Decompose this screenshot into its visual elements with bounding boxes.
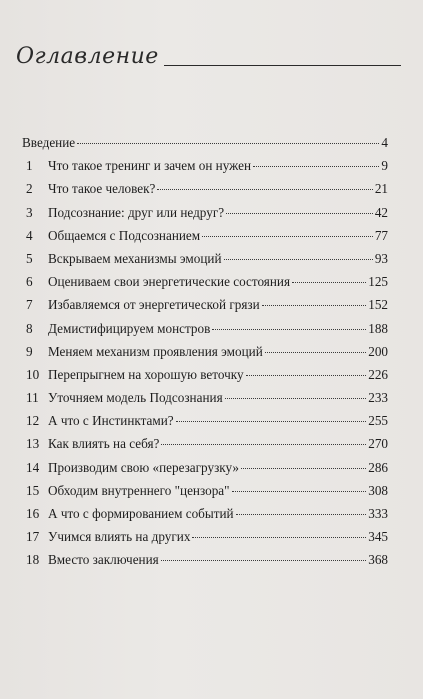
chapter-title: Избавляемся от энергетической грязи	[48, 297, 260, 313]
toc-entry	[22, 177, 388, 200]
toc-entry	[22, 502, 388, 525]
chapter-title: А что с Инстинктами?	[48, 413, 174, 429]
page-number: 345	[368, 529, 388, 545]
dot-leader	[232, 491, 367, 492]
page-number: 21	[374, 181, 388, 197]
chapter-title: Уточняем модель Подсознания	[48, 390, 223, 406]
toc-entry	[22, 525, 388, 548]
page-number: 4	[381, 135, 388, 150]
chapter-number: 16	[26, 506, 40, 521]
dot-leader	[212, 329, 366, 330]
dot-leader	[226, 213, 373, 214]
toc-entry	[22, 247, 388, 270]
dot-leader	[253, 166, 379, 167]
chapter-number: 7	[26, 297, 33, 313]
toc-entry	[22, 270, 388, 293]
page-number: 42	[374, 204, 388, 220]
chapter-title: Меняем механизм проявления эмоций	[48, 343, 263, 359]
page-number: 286	[368, 459, 388, 475]
chapter-number: 11	[26, 390, 39, 406]
dot-leader	[241, 468, 366, 469]
chapter-title: Как влиять на себя?	[48, 436, 160, 452]
chapter-number: 10	[26, 366, 40, 382]
chapter-number: 4	[26, 227, 33, 243]
toc-entry	[22, 432, 388, 455]
toc-entry	[22, 456, 388, 479]
heading-rule	[164, 65, 401, 66]
page-number: 308	[368, 482, 388, 498]
chapter-title: А что с формированием событий	[48, 506, 234, 521]
chapter-title: Учимся влиять на других	[48, 529, 191, 545]
chapter-number: 14	[26, 459, 40, 475]
chapter-number: 2	[26, 181, 33, 197]
chapter-title: Производим свою «перезагрузку»	[48, 459, 240, 475]
toc-entry	[22, 479, 388, 502]
chapter-title: Подсознание: друг или недруг?	[48, 204, 225, 220]
toc-entry	[22, 409, 388, 432]
chapter-title: Что такое тренинг и зачем он нужен	[48, 158, 252, 174]
page-number: 77	[374, 227, 388, 243]
dot-leader	[262, 305, 367, 306]
toc-entry	[22, 317, 388, 340]
page-number: 270	[368, 436, 388, 452]
chapter-number: 17	[26, 529, 40, 545]
page-number: 9	[381, 158, 388, 174]
chapter-title: Общаемся с Подсознанием	[48, 227, 201, 243]
dot-leader	[236, 514, 367, 515]
dot-leader	[161, 444, 366, 445]
table-of-contents	[22, 131, 388, 572]
toc-entry	[22, 201, 388, 224]
dot-leader	[265, 352, 366, 353]
toc-entry	[22, 340, 388, 363]
chapter-number: 9	[26, 343, 33, 359]
toc-entry	[22, 131, 388, 154]
dot-leader	[292, 282, 366, 283]
page-number: 200	[368, 343, 388, 359]
chapter-title: Перепрыгнем на хорошую веточку	[48, 366, 244, 382]
chapter-title: Введение	[22, 135, 76, 150]
toc-entry	[22, 363, 388, 386]
page-number: 125	[368, 274, 388, 290]
page-number: 368	[368, 552, 388, 568]
chapter-number: 1	[26, 158, 33, 174]
dot-leader	[176, 421, 367, 422]
dot-leader	[161, 560, 366, 561]
dot-leader	[224, 259, 373, 260]
toc-entry	[22, 293, 388, 316]
chapter-title: Вскрываем механизмы эмоций	[48, 250, 222, 266]
chapter-number: 12	[26, 413, 40, 429]
toc-entry	[22, 548, 388, 571]
chapter-number: 13	[26, 436, 40, 452]
dot-leader	[157, 189, 372, 190]
page-title: Оглавление	[16, 44, 159, 69]
chapter-number: 15	[26, 482, 40, 498]
chapter-number: 6	[26, 274, 33, 290]
dot-leader	[225, 398, 367, 399]
page-number: 233	[368, 390, 388, 406]
page-number: 226	[368, 366, 388, 382]
heading-row	[16, 44, 401, 74]
chapter-title: Оцениваем свои энергетические состояния	[48, 274, 291, 290]
dot-leader	[246, 375, 367, 376]
chapter-number: 8	[26, 320, 33, 336]
chapter-number: 3	[26, 204, 33, 220]
page-number: 255	[368, 413, 388, 429]
toc-entry	[22, 154, 388, 177]
chapter-title: Вместо заключения	[48, 552, 159, 568]
page-number: 188	[368, 320, 388, 336]
chapter-title: Что такое человек?	[48, 181, 156, 197]
chapter-title: Обходим внутреннего "цензора"	[48, 482, 230, 498]
chapter-number: 5	[26, 250, 33, 266]
chapter-number: 18	[26, 552, 40, 568]
dot-leader	[202, 236, 373, 237]
toc-entry	[22, 224, 388, 247]
page-number: 93	[374, 250, 388, 266]
dot-leader	[192, 537, 366, 538]
dot-leader	[77, 143, 379, 144]
chapter-title: Демистифицируем монстров	[48, 320, 211, 336]
page-number: 333	[368, 506, 388, 521]
toc-entry	[22, 386, 388, 409]
page-number: 152	[368, 297, 388, 313]
